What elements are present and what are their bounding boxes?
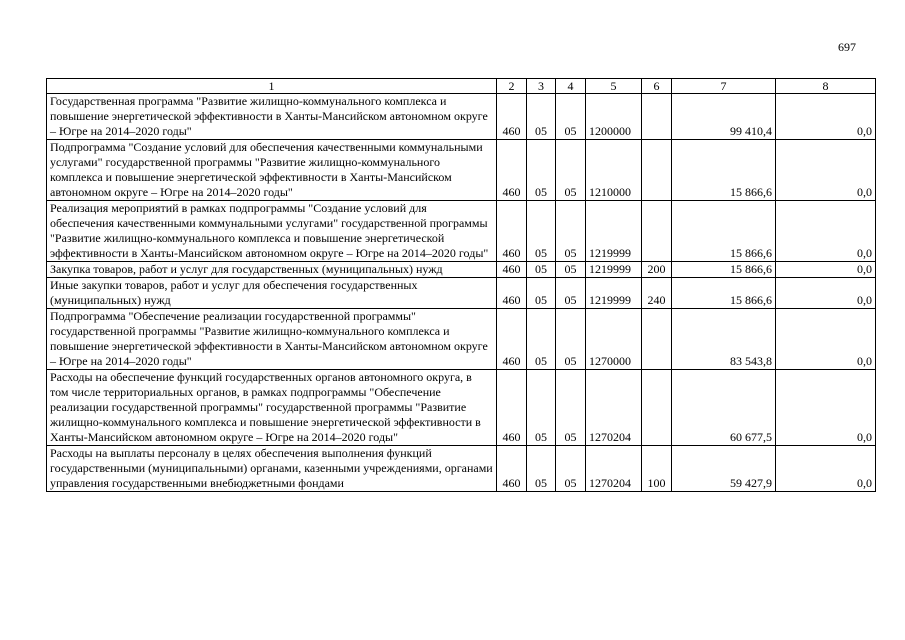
col7-amount: 83 543,8	[672, 309, 776, 370]
col2-code: 460	[497, 446, 527, 492]
col5-code: 1219999	[586, 278, 642, 309]
col7-amount: 15 866,6	[672, 262, 776, 278]
col7-amount: 15 866,6	[672, 278, 776, 309]
col4-code: 05	[556, 309, 586, 370]
col6-code	[642, 94, 672, 140]
col8-amount: 0,0	[776, 278, 876, 309]
col8-amount: 0,0	[776, 140, 876, 201]
col3-code: 05	[527, 262, 556, 278]
col8-amount: 0,0	[776, 446, 876, 492]
row-name: Иные закупки товаров, работ и услуг для обеспечения государственных (муниципальных) нужд	[47, 278, 497, 309]
col4-code: 05	[556, 94, 586, 140]
col8-amount: 0,0	[776, 201, 876, 262]
col3-code: 05	[527, 94, 556, 140]
header-row	[47, 79, 876, 94]
row-name: Реализация мероприятий в рамках подпрограммы "Создание условий для обеспечения качественными коммунальными услугами" государственной программы "Развитие жилищно-коммунального комплекса и повышение энергетической эффективности в Ханты-Мансийском автономном округе – Югре на 2014–2020 годы"	[47, 201, 497, 262]
column-header: 4	[556, 79, 586, 94]
page-number: 697	[838, 40, 856, 54]
col2-code: 460	[497, 309, 527, 370]
col7-amount: 59 427,9	[672, 446, 776, 492]
col8-amount: 0,0	[776, 370, 876, 446]
col3-code: 05	[527, 278, 556, 309]
column-header: 8	[776, 79, 876, 94]
table-row	[47, 140, 876, 201]
col5-code: 1219999	[586, 201, 642, 262]
col6-code: 100	[642, 446, 672, 492]
column-header: 6	[642, 79, 672, 94]
col3-code: 05	[527, 309, 556, 370]
col4-code: 05	[556, 262, 586, 278]
col6-code: 200	[642, 262, 672, 278]
col7-amount: 99 410,4	[672, 94, 776, 140]
row-name: Расходы на обеспечение функций государственных органов автономного округа, в том числе территориальных органов, в рамках подпрограммы "Обеспечение реализации государственной программы" государственной программы "Развитие жилищно-коммунального комплекса и повышение энергетической эффективности в Ханты-Мансийском автономном округе – Югре на 2014–2020 годы"	[47, 370, 497, 446]
col5-code: 1210000	[586, 140, 642, 201]
col7-amount: 15 866,6	[672, 201, 776, 262]
column-header: 7	[672, 79, 776, 94]
col6-code	[642, 201, 672, 262]
col2-code: 460	[497, 370, 527, 446]
row-name: Подпрограмма "Обеспечение реализации государственной программы" государственной программы "Развитие жилищно-коммунального комплекса и повышение энергетической эффективности в Ханты-Мансийском автономном округе – Югре на 2014–2020 годы"	[47, 309, 497, 370]
column-header: 3	[527, 79, 556, 94]
col4-code: 05	[556, 370, 586, 446]
col7-amount: 15 866,6	[672, 140, 776, 201]
col3-code: 05	[527, 201, 556, 262]
col5-code: 1270204	[586, 446, 642, 492]
col5-code: 1270000	[586, 309, 642, 370]
col5-code: 1219999	[586, 262, 642, 278]
col4-code: 05	[556, 140, 586, 201]
col6-code: 240	[642, 278, 672, 309]
col3-code: 05	[527, 140, 556, 201]
table-row	[47, 262, 876, 278]
table-row	[47, 278, 876, 309]
col2-code: 460	[497, 140, 527, 201]
column-header: 2	[497, 79, 527, 94]
col8-amount: 0,0	[776, 94, 876, 140]
col5-code: 1270204	[586, 370, 642, 446]
budget-table	[46, 78, 876, 492]
col6-code	[642, 140, 672, 201]
col2-code: 460	[497, 278, 527, 309]
table-row	[47, 201, 876, 262]
col2-code: 460	[497, 201, 527, 262]
col6-code	[642, 370, 672, 446]
row-name: Расходы на выплаты персоналу в целях обеспечения выполнения функций государственными (муниципальными) органами, казенными учреждениями, органами управления государственными внебюджетными фондами	[47, 446, 497, 492]
row-name: Закупка товаров, работ и услуг для государственных (муниципальных) нужд	[47, 262, 497, 278]
col4-code: 05	[556, 446, 586, 492]
table-row	[47, 94, 876, 140]
row-name: Подпрограмма "Создание условий для обеспечения качественными коммунальными услугами" государственной программы "Развитие жилищно-коммунального комплекса и повышение энергетической эффективности в Ханты-Мансийском автономном округе – Югре на 2014–2020 годы"	[47, 140, 497, 201]
table-row	[47, 309, 876, 370]
col4-code: 05	[556, 278, 586, 309]
row-name: Государственная программа "Развитие жилищно-коммунального комплекса и повышение энергетической эффективности в Ханты-Мансийском автономном округе – Югре на 2014–2020 годы"	[47, 94, 497, 140]
col3-code: 05	[527, 446, 556, 492]
col6-code	[642, 309, 672, 370]
table-row	[47, 446, 876, 492]
column-header: 5	[586, 79, 642, 94]
column-header: 1	[47, 79, 497, 94]
table-row	[47, 370, 876, 446]
col8-amount: 0,0	[776, 262, 876, 278]
col3-code: 05	[527, 370, 556, 446]
col7-amount: 60 677,5	[672, 370, 776, 446]
col4-code: 05	[556, 201, 586, 262]
col2-code: 460	[497, 94, 527, 140]
col8-amount: 0,0	[776, 309, 876, 370]
col2-code: 460	[497, 262, 527, 278]
col5-code: 1200000	[586, 94, 642, 140]
